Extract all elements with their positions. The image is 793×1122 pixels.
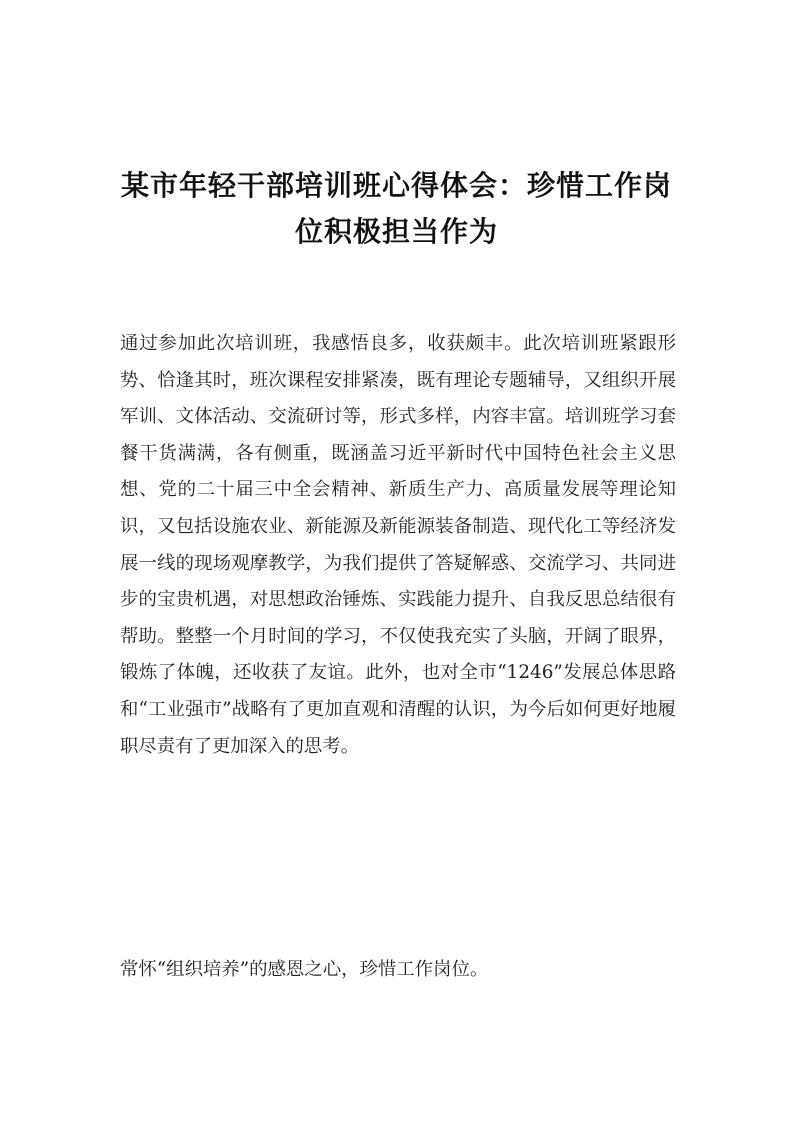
body-paragraph-1: 通过参加此次培训班，我感悟良多，收获颇丰。此次培训班紧跟形势、恰逢其时，班次课程安排紧凑，既有理论专题辅导，又组织开展军训、文体活动、交流研讨等，形式多样，内容丰富。培训班学习套餐干货满满，各有侧重，既涵盖习近平新时代中国特色社会主义思想、党的二十届三中全会精神、新质生产力、高质量发展等理论知识，又包括设施农业、新能源及新能源装备制造、现代化工等经济发展一线的现场观摩教学，为我们提供了答疑解惑、交流学习、共同进步的宝贵机遇，对思想政治锤炼、实践能力提升、自我反思总结很有帮助。整整一个月时间的学习，不仅使我充实了头脑，开阔了眼界，锻炼了体魄，还收获了友谊。此外，也对全市“1246”发展总体思路和“工业强市”战略有了更加直观和清醒的认识，为今后如何更好地履职尽责有了更加深入的思考。 [120, 333, 676, 757]
body-paragraph-2: 常怀“组织培养”的感恩之心，珍惜工作岗位。 [120, 959, 489, 980]
document-title: 某市年轻干部培训班心得体会：珍惜工作岗位积极担当作为 [120, 169, 672, 248]
